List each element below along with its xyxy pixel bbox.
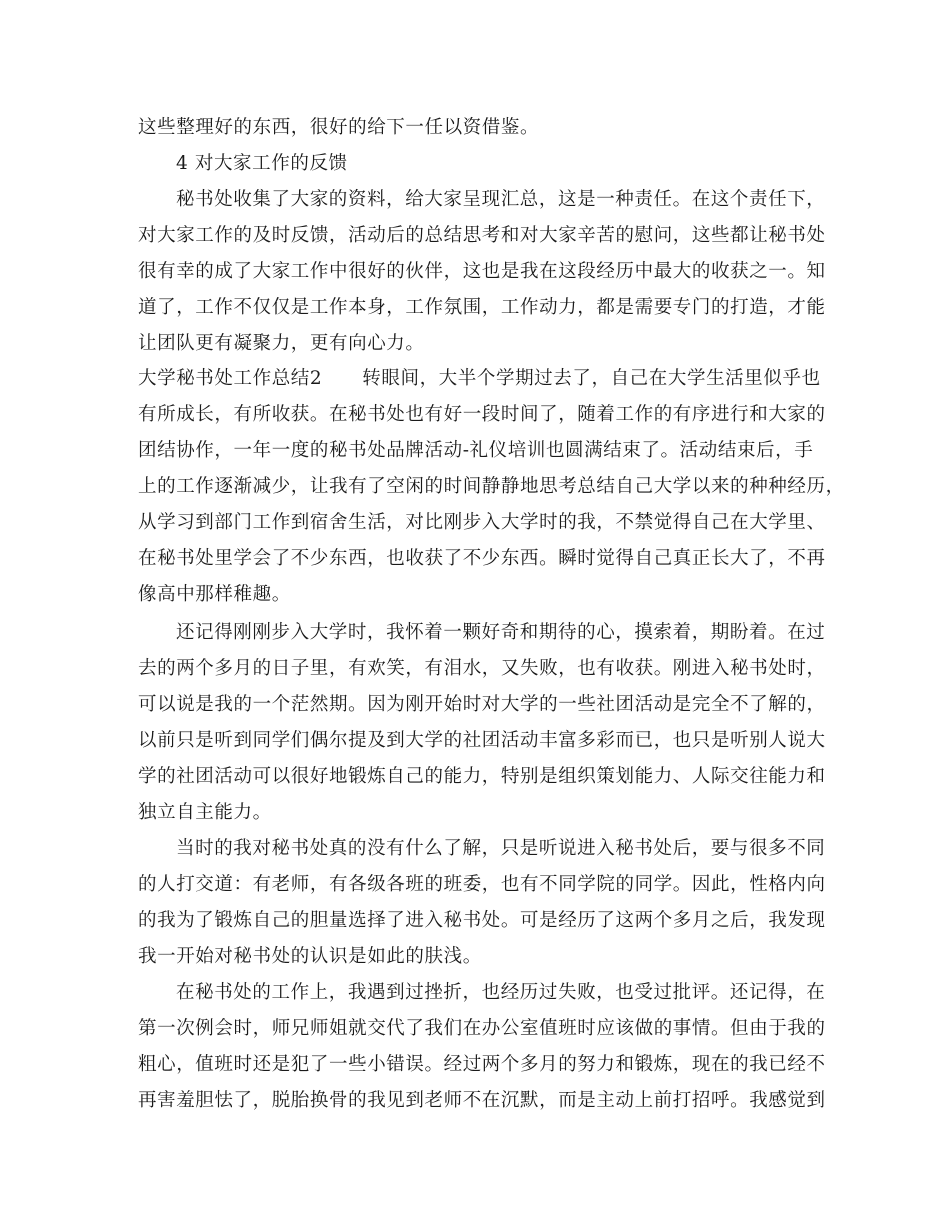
text-line: 独立自主能力。 xyxy=(138,802,272,823)
text-line: 让团队更有凝聚力，更有向心力。 xyxy=(138,333,425,354)
section-heading: 4 对大家工作的反馈 xyxy=(176,153,348,174)
text-line: 的我为了锻炼自己的胆量选择了进入秘书处。可是经历了这两个多月之后，我发现 xyxy=(138,910,826,931)
text-line: 我一开始对秘书处的认识是如此的肤浅。 xyxy=(138,946,482,967)
text-line: 去的两个多月的日子里，有欢笑，有泪水，又失败，也有收获。刚进入秘书处时， xyxy=(138,658,826,679)
text-line: 很有幸的成了大家工作中很好的伙伴，这也是我在这段经历中最大的收获之一。知 xyxy=(138,261,826,282)
text-line: 从学习到部门工作到宿舍生活，对比刚步入大学时的我，不禁觉得自己在大学里、 xyxy=(138,512,826,533)
text-line: 团结协作，一年一度的秘书处品牌活动-礼仪培训也圆满结束了。活动结束后，手 xyxy=(138,440,814,461)
text-line: 上的工作逐渐减少，让我有了空闲的时间静静地思考总结自己大学以来的种种经历， xyxy=(138,476,845,497)
section-title: 大学秘书处工作总结2 xyxy=(138,368,323,389)
text-line: 再害羞胆怯了，脱胎换骨的我见到老师不在沉默，而是主动上前打招呼。我感觉到 xyxy=(138,1090,826,1111)
text-fragment: 转眼间，大半个学期过去了，自己在大学生活里似乎也 xyxy=(362,368,821,389)
text-line: 对大家工作的及时反馈，活动后的总结思考和对大家辛苦的慰问，这些都让秘书处 xyxy=(138,225,826,246)
text-line: 第一次例会时，师兄师姐就交代了我们在办公室值班时应该做的事情。但由于我的 xyxy=(138,1018,826,1039)
text-line: 像高中那样稚趣。 xyxy=(138,584,291,605)
text-line: 秘书处收集了大家的资料，给大家呈现汇总，这是一种责任。在这个责任下， xyxy=(176,189,826,210)
text-line-with-title xyxy=(138,368,821,390)
text-line: 学的社团活动可以很好地锻炼自己的能力，特别是组织策划能力、人际交往能力和 xyxy=(138,766,826,787)
text-line: 道了，工作不仅仅是工作本身，工作氛围，工作动力，都是需要专门的打造，才能 xyxy=(138,297,826,318)
text-line: 以前只是听到同学们偶尔提及到大学的社团活动丰富多彩而已，也只是听别人说大 xyxy=(138,730,826,751)
text-line: 在秘书处里学会了不少东西，也收获了不少东西。瞬时觉得自己真正长大了，不再 xyxy=(138,548,826,569)
text-line: 的人打交道：有老师，有各级各班的班委，也有不同学院的同学。因此，性格内向 xyxy=(138,874,826,895)
text-line: 在秘书处的工作上，我遇到过挫折，也经历过失败，也受过批评。还记得，在 xyxy=(176,982,826,1003)
text-line: 有所成长，有所收获。在秘书处也有好一段时间了，随着工作的有序进行和大家的 xyxy=(138,404,826,425)
text-line: 可以说是我的一个茫然期。因为刚开始时对大学的一些社团活动是完全不了解的， xyxy=(138,694,826,715)
text-line: 当时的我对秘书处真的没有什么了解，只是听说进入秘书处后，要与很多不同 xyxy=(176,838,826,859)
text-line: 还记得刚刚步入大学时，我怀着一颗好奇和期待的心，摸索着，期盼着。在过 xyxy=(176,622,826,643)
text-line: 这些整理好的东西，很好的给下一任以资借鉴。 xyxy=(138,117,540,138)
text-line: 粗心，值班时还是犯了一些小错误。经过两个多月的努力和锻炼，现在的我已经不 xyxy=(138,1054,826,1075)
